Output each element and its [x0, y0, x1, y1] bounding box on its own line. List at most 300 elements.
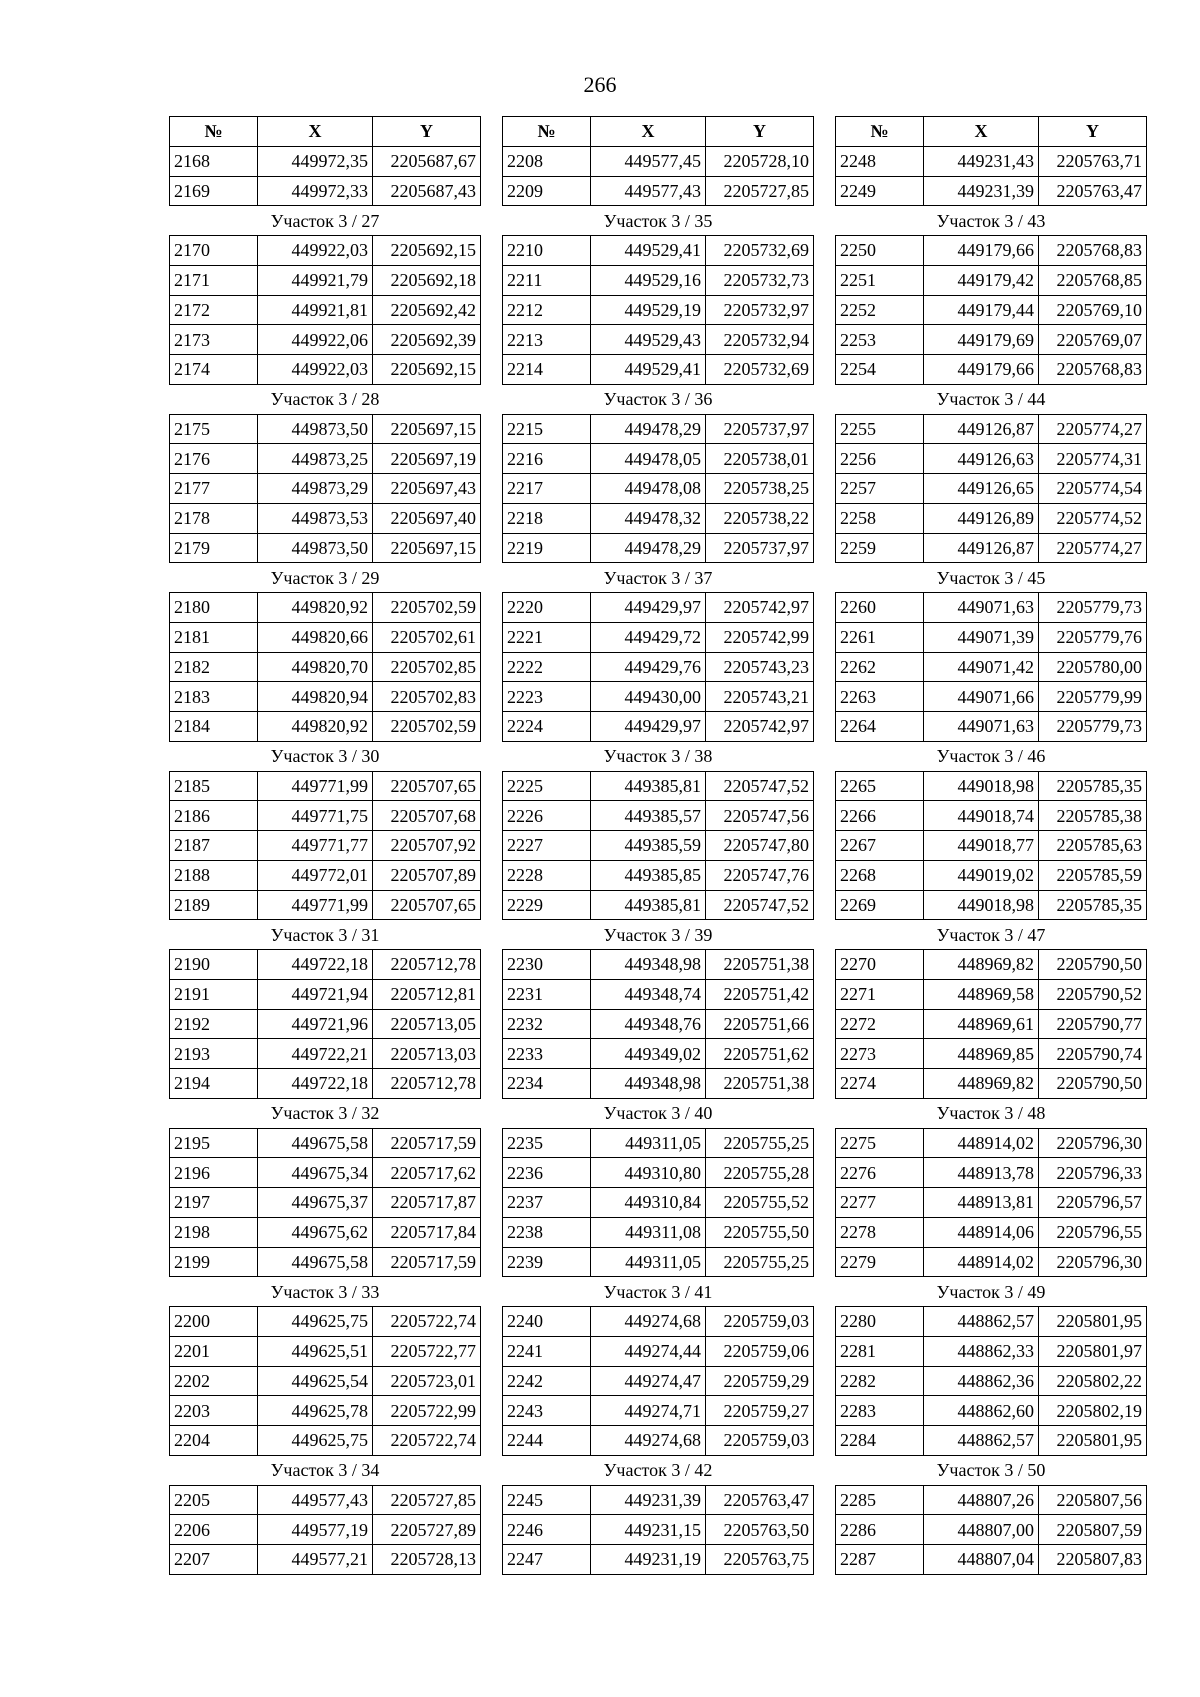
section-title: Участок 3 / 37	[503, 563, 814, 593]
point-number: 2253	[836, 325, 924, 355]
table-row	[503, 146, 814, 176]
y-coordinate: 2205755,28	[706, 1158, 814, 1188]
x-coordinate: 449348,74	[591, 979, 706, 1009]
point-number: 2244	[503, 1426, 591, 1456]
x-coordinate: 449310,80	[591, 1158, 706, 1188]
y-coordinate: 2205785,63	[1039, 831, 1147, 861]
section-header-row	[170, 1277, 481, 1307]
y-coordinate: 2205785,35	[1039, 890, 1147, 920]
table-row	[836, 444, 1147, 474]
y-coordinate: 2205742,99	[706, 622, 814, 652]
point-number: 2246	[503, 1515, 591, 1545]
table-row	[170, 1396, 481, 1426]
point-number: 2184	[170, 712, 258, 742]
x-coordinate: 449018,98	[924, 771, 1039, 801]
section-header-row	[503, 1277, 814, 1307]
table-row	[503, 444, 814, 474]
y-coordinate: 2205747,76	[706, 860, 814, 890]
table-row	[503, 1128, 814, 1158]
section-header-row	[503, 1098, 814, 1128]
section-title: Участок 3 / 32	[170, 1098, 481, 1128]
point-number: 2285	[836, 1485, 924, 1515]
y-coordinate: 2205807,56	[1039, 1485, 1147, 1515]
y-coordinate: 2205751,62	[706, 1039, 814, 1069]
table-row	[836, 1396, 1147, 1426]
y-coordinate: 2205774,54	[1039, 474, 1147, 504]
section-title: Участок 3 / 42	[503, 1455, 814, 1485]
y-coordinate: 2205702,59	[373, 593, 481, 623]
table-row	[170, 771, 481, 801]
y-coordinate: 2205697,15	[373, 533, 481, 563]
x-coordinate: 449820,66	[258, 622, 373, 652]
table-row	[503, 771, 814, 801]
table-row	[170, 1307, 481, 1337]
coordinates-table-3	[835, 116, 1147, 1575]
section-title: Участок 3 / 34	[170, 1455, 481, 1485]
point-number: 2272	[836, 1009, 924, 1039]
x-coordinate: 448969,58	[924, 979, 1039, 1009]
y-coordinate: 2205747,52	[706, 771, 814, 801]
x-coordinate: 449721,96	[258, 1009, 373, 1039]
y-coordinate: 2205747,80	[706, 831, 814, 861]
point-number: 2187	[170, 831, 258, 861]
point-number: 2230	[503, 950, 591, 980]
y-coordinate: 2205692,39	[373, 325, 481, 355]
point-number: 2237	[503, 1188, 591, 1218]
table-row	[503, 1069, 814, 1099]
x-coordinate: 449625,75	[258, 1426, 373, 1456]
point-number: 2195	[170, 1128, 258, 1158]
x-coordinate: 449529,41	[591, 236, 706, 266]
x-coordinate: 449179,66	[924, 236, 1039, 266]
point-number: 2204	[170, 1426, 258, 1456]
y-coordinate: 2205779,99	[1039, 682, 1147, 712]
y-coordinate: 2205712,78	[373, 950, 481, 980]
section-title: Участок 3 / 46	[836, 741, 1147, 771]
x-coordinate: 449311,05	[591, 1128, 706, 1158]
section-header-row	[170, 920, 481, 950]
x-coordinate: 449349,02	[591, 1039, 706, 1069]
point-number: 2279	[836, 1247, 924, 1277]
x-coordinate: 449675,58	[258, 1128, 373, 1158]
point-number: 2264	[836, 712, 924, 742]
table-row	[170, 503, 481, 533]
y-coordinate: 2205737,97	[706, 414, 814, 444]
point-number: 2236	[503, 1158, 591, 1188]
table-row	[836, 771, 1147, 801]
point-number: 2179	[170, 533, 258, 563]
point-number: 2284	[836, 1426, 924, 1456]
table-row	[836, 1545, 1147, 1575]
point-number: 2231	[503, 979, 591, 1009]
x-coordinate: 449348,76	[591, 1009, 706, 1039]
point-number: 2280	[836, 1307, 924, 1337]
y-coordinate: 2205763,71	[1039, 146, 1147, 176]
point-number: 2281	[836, 1336, 924, 1366]
point-number: 2200	[170, 1307, 258, 1337]
x-coordinate: 449922,03	[258, 236, 373, 266]
x-coordinate: 449231,15	[591, 1515, 706, 1545]
point-number: 2170	[170, 236, 258, 266]
coordinates-table-2	[502, 116, 814, 1575]
table-row	[170, 414, 481, 444]
x-coordinate: 448807,04	[924, 1545, 1039, 1575]
point-number: 2198	[170, 1217, 258, 1247]
x-coordinate: 449625,51	[258, 1336, 373, 1366]
point-number: 2175	[170, 414, 258, 444]
x-coordinate: 449722,18	[258, 950, 373, 980]
table-row	[836, 1128, 1147, 1158]
x-coordinate: 449771,99	[258, 771, 373, 801]
y-coordinate: 2205722,74	[373, 1426, 481, 1456]
section-header-row	[170, 741, 481, 771]
point-number: 2224	[503, 712, 591, 742]
x-coordinate: 449675,58	[258, 1247, 373, 1277]
table-row	[170, 1009, 481, 1039]
table-row	[836, 503, 1147, 533]
y-coordinate: 2205692,15	[373, 236, 481, 266]
table-row	[503, 474, 814, 504]
table-row	[503, 1217, 814, 1247]
table-row	[503, 533, 814, 563]
table-row	[503, 1336, 814, 1366]
section-header-row	[836, 1277, 1147, 1307]
x-coordinate: 449429,97	[591, 712, 706, 742]
y-coordinate: 2205717,59	[373, 1247, 481, 1277]
point-number: 2252	[836, 295, 924, 325]
y-coordinate: 2205801,97	[1039, 1336, 1147, 1366]
section-title: Участок 3 / 43	[836, 206, 1147, 236]
y-coordinate: 2205743,21	[706, 682, 814, 712]
point-number: 2282	[836, 1366, 924, 1396]
y-coordinate: 2205713,05	[373, 1009, 481, 1039]
y-coordinate: 2205796,30	[1039, 1247, 1147, 1277]
section-title: Участок 3 / 48	[836, 1098, 1147, 1128]
table-row	[170, 1485, 481, 1515]
x-coordinate: 449274,71	[591, 1396, 706, 1426]
table-row	[836, 593, 1147, 623]
point-number: 2238	[503, 1217, 591, 1247]
x-coordinate: 449018,98	[924, 890, 1039, 920]
point-number: 2277	[836, 1188, 924, 1218]
point-number: 2243	[503, 1396, 591, 1426]
y-coordinate: 2205712,78	[373, 1069, 481, 1099]
y-coordinate: 2205780,00	[1039, 652, 1147, 682]
x-coordinate: 448914,02	[924, 1247, 1039, 1277]
x-coordinate: 448914,06	[924, 1217, 1039, 1247]
y-coordinate: 2205763,47	[706, 1485, 814, 1515]
table-header-row	[836, 117, 1147, 147]
x-coordinate: 449071,66	[924, 682, 1039, 712]
x-coordinate: 449429,76	[591, 652, 706, 682]
table-row	[836, 652, 1147, 682]
y-coordinate: 2205751,38	[706, 950, 814, 980]
x-coordinate: 448807,00	[924, 1515, 1039, 1545]
point-number: 2266	[836, 801, 924, 831]
y-coordinate: 2205759,03	[706, 1307, 814, 1337]
point-number: 2203	[170, 1396, 258, 1426]
point-number: 2248	[836, 146, 924, 176]
x-coordinate: 449274,68	[591, 1426, 706, 1456]
table-row	[170, 682, 481, 712]
table-row	[836, 622, 1147, 652]
table-row	[503, 1366, 814, 1396]
point-number: 2259	[836, 533, 924, 563]
y-coordinate: 2205712,81	[373, 979, 481, 1009]
table-row	[503, 503, 814, 533]
point-number: 2205	[170, 1485, 258, 1515]
y-coordinate: 2205751,66	[706, 1009, 814, 1039]
point-number: 2245	[503, 1485, 591, 1515]
x-coordinate: 449231,39	[591, 1485, 706, 1515]
y-coordinate: 2205769,10	[1039, 295, 1147, 325]
table-row	[503, 176, 814, 206]
point-number: 2278	[836, 1217, 924, 1247]
x-coordinate: 448969,82	[924, 1069, 1039, 1099]
table-row	[836, 533, 1147, 563]
section-header-row	[503, 563, 814, 593]
x-coordinate: 449179,69	[924, 325, 1039, 355]
table-row	[170, 622, 481, 652]
y-coordinate: 2205763,50	[706, 1515, 814, 1545]
x-coordinate: 449675,62	[258, 1217, 373, 1247]
table-row	[170, 444, 481, 474]
point-number: 2173	[170, 325, 258, 355]
x-coordinate: 449478,05	[591, 444, 706, 474]
table-row	[836, 831, 1147, 861]
point-number: 2191	[170, 979, 258, 1009]
y-coordinate: 2205727,85	[706, 176, 814, 206]
y-coordinate: 2205707,68	[373, 801, 481, 831]
table-row	[170, 1039, 481, 1069]
x-coordinate: 449722,18	[258, 1069, 373, 1099]
table-row	[503, 1426, 814, 1456]
point-number: 2208	[503, 146, 591, 176]
point-number: 2229	[503, 890, 591, 920]
section-header-row	[503, 206, 814, 236]
table-row	[836, 325, 1147, 355]
section-header-row	[836, 1455, 1147, 1485]
point-number: 2257	[836, 474, 924, 504]
table-row	[170, 146, 481, 176]
table-row	[170, 1158, 481, 1188]
section-title: Участок 3 / 44	[836, 384, 1147, 414]
x-coordinate: 449820,70	[258, 652, 373, 682]
table-row	[503, 1009, 814, 1039]
section-header-row	[836, 563, 1147, 593]
x-coordinate: 448969,61	[924, 1009, 1039, 1039]
point-number: 2190	[170, 950, 258, 980]
y-coordinate: 2205692,42	[373, 295, 481, 325]
table-row	[836, 1366, 1147, 1396]
point-number: 2247	[503, 1545, 591, 1575]
y-coordinate: 2205747,52	[706, 890, 814, 920]
y-coordinate: 2205785,35	[1039, 771, 1147, 801]
y-coordinate: 2205717,87	[373, 1188, 481, 1218]
table-row	[836, 295, 1147, 325]
point-number: 2274	[836, 1069, 924, 1099]
x-coordinate: 449577,45	[591, 146, 706, 176]
y-coordinate: 2205692,18	[373, 265, 481, 295]
section-title: Участок 3 / 30	[170, 741, 481, 771]
x-coordinate: 449429,72	[591, 622, 706, 652]
y-coordinate: 2205785,38	[1039, 801, 1147, 831]
point-number: 2234	[503, 1069, 591, 1099]
point-number: 2176	[170, 444, 258, 474]
x-coordinate: 449018,74	[924, 801, 1039, 831]
table-row	[503, 1247, 814, 1277]
x-coordinate: 449348,98	[591, 1069, 706, 1099]
table-row	[170, 355, 481, 385]
point-number: 2226	[503, 801, 591, 831]
table-row	[836, 1515, 1147, 1545]
section-header-row	[836, 741, 1147, 771]
point-number: 2206	[170, 1515, 258, 1545]
point-number: 2267	[836, 831, 924, 861]
table-row	[503, 1158, 814, 1188]
x-coordinate: 449625,75	[258, 1307, 373, 1337]
point-number: 2275	[836, 1128, 924, 1158]
y-coordinate: 2205755,25	[706, 1247, 814, 1277]
point-number: 2225	[503, 771, 591, 801]
y-coordinate: 2205707,92	[373, 831, 481, 861]
point-number: 2211	[503, 265, 591, 295]
y-coordinate: 2205743,23	[706, 652, 814, 682]
x-coordinate: 448914,02	[924, 1128, 1039, 1158]
x-coordinate: 449577,19	[258, 1515, 373, 1545]
x-coordinate: 449478,32	[591, 503, 706, 533]
x-coordinate: 449348,98	[591, 950, 706, 980]
section-header-row	[836, 920, 1147, 950]
point-number: 2169	[170, 176, 258, 206]
table-row	[836, 146, 1147, 176]
y-coordinate: 2205790,50	[1039, 950, 1147, 980]
point-number: 2222	[503, 652, 591, 682]
y-coordinate: 2205796,33	[1039, 1158, 1147, 1188]
section-title: Участок 3 / 45	[836, 563, 1147, 593]
y-coordinate: 2205796,57	[1039, 1188, 1147, 1218]
y-coordinate: 2205738,25	[706, 474, 814, 504]
table-row	[503, 979, 814, 1009]
table-row	[503, 1515, 814, 1545]
y-coordinate: 2205717,62	[373, 1158, 481, 1188]
y-coordinate: 2205807,59	[1039, 1515, 1147, 1545]
point-number: 2235	[503, 1128, 591, 1158]
header-number: №	[836, 117, 924, 147]
table-row	[170, 176, 481, 206]
x-coordinate: 449385,81	[591, 890, 706, 920]
header-x: X	[591, 117, 706, 147]
point-number: 2263	[836, 682, 924, 712]
point-number: 2189	[170, 890, 258, 920]
x-coordinate: 449018,77	[924, 831, 1039, 861]
point-number: 2201	[170, 1336, 258, 1366]
table-row	[170, 1217, 481, 1247]
point-number: 2249	[836, 176, 924, 206]
section-header-row	[836, 384, 1147, 414]
y-coordinate: 2205802,19	[1039, 1396, 1147, 1426]
y-coordinate: 2205763,47	[1039, 176, 1147, 206]
x-coordinate: 449921,79	[258, 265, 373, 295]
table-row	[170, 593, 481, 623]
section-title: Участок 3 / 35	[503, 206, 814, 236]
point-number: 2192	[170, 1009, 258, 1039]
y-coordinate: 2205801,95	[1039, 1426, 1147, 1456]
y-coordinate: 2205790,50	[1039, 1069, 1147, 1099]
y-coordinate: 2205728,13	[373, 1545, 481, 1575]
x-coordinate: 449625,54	[258, 1366, 373, 1396]
x-coordinate: 449231,39	[924, 176, 1039, 206]
point-number: 2221	[503, 622, 591, 652]
table-row	[503, 801, 814, 831]
point-number: 2168	[170, 146, 258, 176]
x-coordinate: 449179,66	[924, 355, 1039, 385]
x-coordinate: 448862,33	[924, 1336, 1039, 1366]
y-coordinate: 2205759,03	[706, 1426, 814, 1456]
point-number: 2181	[170, 622, 258, 652]
y-coordinate: 2205790,74	[1039, 1039, 1147, 1069]
y-coordinate: 2205713,03	[373, 1039, 481, 1069]
x-coordinate: 449019,02	[924, 860, 1039, 890]
y-coordinate: 2205807,83	[1039, 1545, 1147, 1575]
section-title: Участок 3 / 47	[836, 920, 1147, 950]
point-number: 2182	[170, 652, 258, 682]
table-row	[170, 1515, 481, 1545]
y-coordinate: 2205732,94	[706, 325, 814, 355]
table-row	[170, 295, 481, 325]
y-coordinate: 2205692,15	[373, 355, 481, 385]
x-coordinate: 449972,35	[258, 146, 373, 176]
x-coordinate: 449577,21	[258, 1545, 373, 1575]
section-title: Участок 3 / 50	[836, 1455, 1147, 1485]
table-row	[836, 176, 1147, 206]
table-row	[503, 236, 814, 266]
x-coordinate: 449231,19	[591, 1545, 706, 1575]
point-number: 2223	[503, 682, 591, 712]
x-coordinate: 448862,57	[924, 1426, 1039, 1456]
point-number: 2260	[836, 593, 924, 623]
coordinates-table-1	[169, 116, 481, 1575]
x-coordinate: 449071,42	[924, 652, 1039, 682]
x-coordinate: 449429,97	[591, 593, 706, 623]
x-coordinate: 449274,68	[591, 1307, 706, 1337]
point-number: 2268	[836, 860, 924, 890]
header-y: Y	[1039, 117, 1147, 147]
y-coordinate: 2205727,85	[373, 1485, 481, 1515]
x-coordinate: 449126,87	[924, 533, 1039, 563]
table-row	[836, 1069, 1147, 1099]
x-coordinate: 449820,92	[258, 712, 373, 742]
table-row	[836, 1158, 1147, 1188]
y-coordinate: 2205707,65	[373, 890, 481, 920]
point-number: 2193	[170, 1039, 258, 1069]
table-row	[836, 1485, 1147, 1515]
point-number: 2270	[836, 950, 924, 980]
y-coordinate: 2205755,25	[706, 1128, 814, 1158]
table-row	[836, 1009, 1147, 1039]
point-number: 2172	[170, 295, 258, 325]
section-header-row	[836, 1098, 1147, 1128]
table-header-row	[503, 117, 814, 147]
point-number: 2213	[503, 325, 591, 355]
y-coordinate: 2205779,73	[1039, 712, 1147, 742]
table-row	[836, 236, 1147, 266]
point-number: 2265	[836, 771, 924, 801]
table-row	[170, 1366, 481, 1396]
x-coordinate: 448807,26	[924, 1485, 1039, 1515]
point-number: 2232	[503, 1009, 591, 1039]
table-row	[836, 860, 1147, 890]
